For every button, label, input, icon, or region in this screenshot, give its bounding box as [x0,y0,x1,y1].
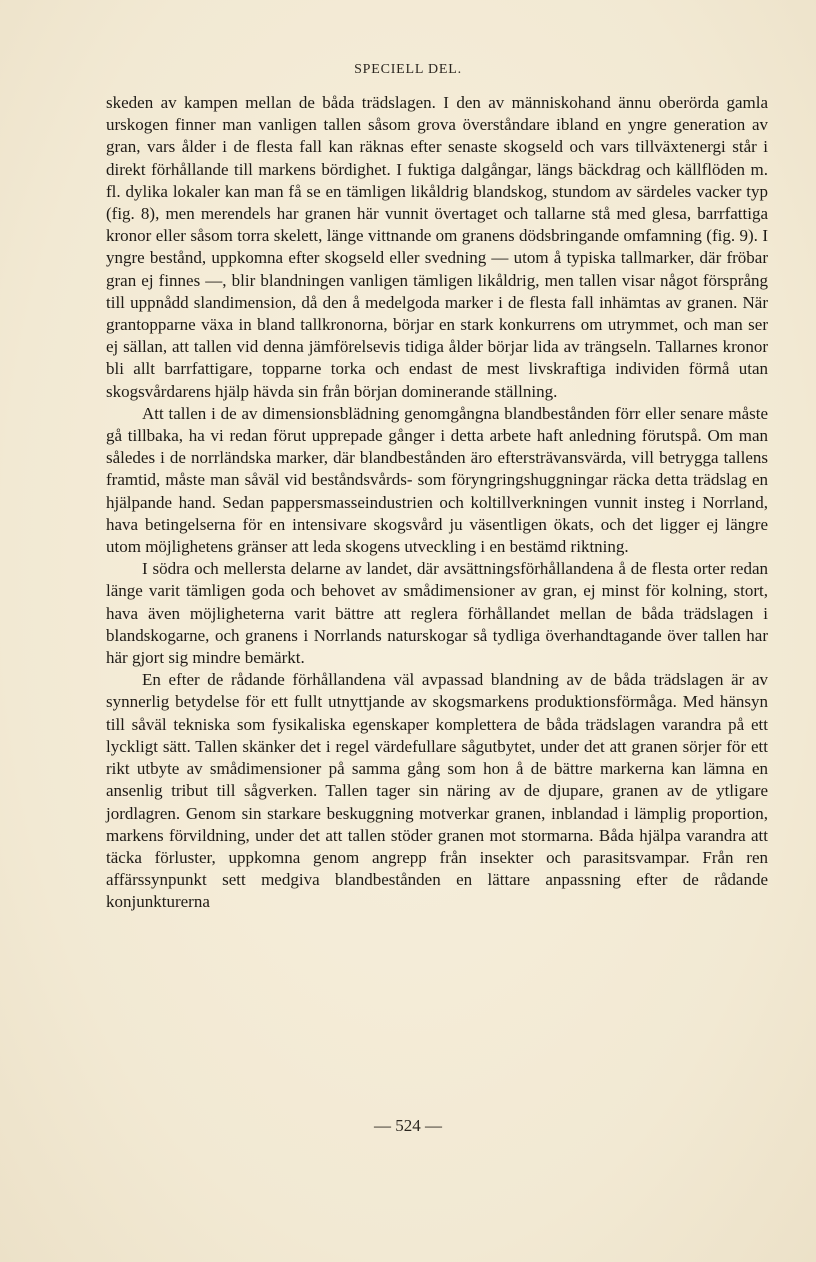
running-head: SPECIELL DEL. [354,62,462,77]
paragraph-2: Att tallen i de av dimensionsblädning genomgångna blandbestånden förr eller senare måste gå tillbaka, ha vi redan förut upprepade gånger i detta arbete haft anledning förutspå. Om man således i de norrländska marker, där blandbestånden äro eftersträvansvärda, vill betrygga tallens framtid, måste man såväl vid beståndsvårds- som föryngringshuggningar räcka detta trädslag en hjälpande hand. Sedan pappersmasseindustrien och koltillverkningen vunnit insteg i Norrland, hava betingelserna för en intensivare skogsvård ju väsentligen ökats, och det ligger ej längre utom möjlighetens gränser att leda skogens utveckling i en bestämd riktning. [106,403,768,557]
paragraph-3: I södra och mellersta delarne av landet, där avsättningsförhållandena å de flesta orter redan länge varit tämligen goda och behovet av smådimensioner av gran, ej minst för kolning, stort, hava även möjligheterna varit bättre att reglera förhållandet mellan de båda trädslagen i blandskogarne, och granens i Norrlands naturskogar så tydliga överhandtagande över tallen har här gjort sig mindre bemärkt. [106,559,768,668]
paragraph-1: skeden av kampen mellan de båda trädslagen. I den av människohand ännu oberörda gamla urskogen finner man vanligen tallen såsom grova överståndare ibland en yngre generation av gran, vars ålder i de flesta fall kan räknas efter senaste skogseld och vars tillväxtenergi står i direkt förhållande till markens bördighet. I fuktiga dalgångar, längs bäckdrag och källflöden m. fl. dylika lokaler kan man få se en tämligen likåldrig blandskog, stundom av särdeles vacker typ (fig. 8), men merendels har granen här vunnit övertaget och tallarne stå med glesa, barrfattiga kronor eller såsom torra skelett, länge vittnande om granens dödsbringande omfamning (fig. 9). I yngre bestånd, uppkomna efter skogseld eller svedning — utom å typiska tallmarker, där fröbar gran ej finnes —, blir blandningen vanligen tämligen likåldrig, men tallen visar något försprång till uppnådd slandimension, då den å medelgoda marker i de flesta fall inhämtas av granen. När grantopparne växa in bland tallkronorna, börjar en stark konkurrens om utrymmet, och man ser ej sällan, att tallen vid denna jämförelsevis tidiga ålder börjar lida av trängseln. Tallarnes kronor bli allt barrfattigare, topparne torka och endast de mest livskraftiga individen förmå utan skogsvårdarens hjälp hävda sin från början dominerande ställning. [106,93,768,401]
body-text [106,92,768,914]
paragraph-4: En efter de rådande förhållandena väl avpassad blandning av de båda trädslagen är av synnerlig betydelse för ett fullt utnyttjande av skogsmarkens produktionsförmåga. Med hänsyn till såväl tekniska som fysikaliska egenskaper komplettera de båda trädslagen varandra på ett lyckligt sätt. Tallen skänker det i regel värdefullare sågutbytet, under det att granen sörjer för ett rikt utbyte av smådimensioner på samma gång som hon å de bättre markerna kan lämna en ansenlig tribut till sågverken. Tallen tager sin näring av de djupare, granen av de ytligare jordlagren. Genom sin starkare beskuggning motverkar granen, inblandad i lämplig proportion, markens förvildning, under det att tallen stöder granen mot stormarna. Båda hjälpa varandra att täcka förluster, uppkomna genom angrepp från insekter och parasitsvampar. Från ren affärssynpunkt sett medgiva blandbestånden en lättare anpassning efter de rådande konjunkturerna [106,670,768,912]
page-number: — 524 — [374,1116,442,1135]
